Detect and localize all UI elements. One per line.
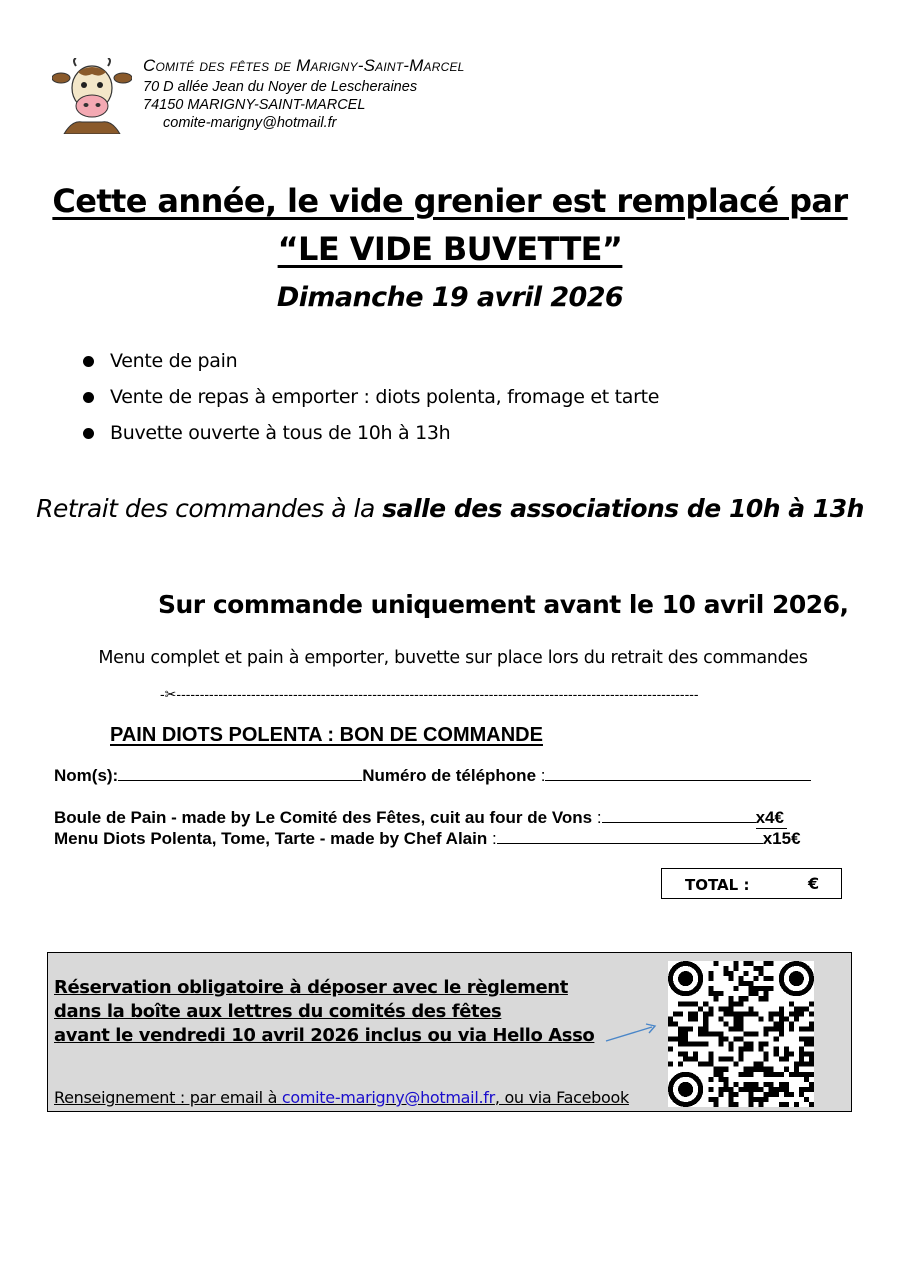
scissors-icon: ✂ bbox=[164, 686, 177, 702]
list-item: Buvette ouverte à tous de 10h à 13h bbox=[80, 418, 659, 454]
contact-row: Nom(s): Numéro de téléphone : bbox=[54, 766, 811, 786]
bread-quantity-field[interactable] bbox=[602, 808, 756, 823]
order-deadline: Sur commande uniquement avant le 10 avril 2026, bbox=[158, 590, 849, 619]
event-date: Dimanche 19 avril 2026 bbox=[276, 282, 624, 313]
bread-price: x4€ bbox=[756, 808, 787, 829]
menu-price: x15€ bbox=[762, 829, 801, 848]
item-row-menu: Menu Diots Polenta, Tome, Tarte - made by Chef Alain : x15€ bbox=[54, 829, 801, 848]
name-field[interactable] bbox=[118, 766, 362, 781]
org-name: Comité des fêtes de Marigny-Saint-Marcel bbox=[143, 56, 465, 75]
cut-line: -✂---------------------------------------------------------------------------------------------------------------- bbox=[160, 686, 699, 702]
bullet-icon bbox=[83, 392, 94, 403]
reservation-line2: dans la boîte aux lettres du comités des fêtes bbox=[54, 1001, 502, 1022]
menu-label: Menu Diots Polenta, Tome, Tarte - made by Chef Alain bbox=[54, 829, 492, 848]
name-label: Nom(s): bbox=[54, 766, 119, 785]
reservation-line3: avant le vendredi 10 avril 2026 inclus ou via Hello Asso bbox=[54, 1025, 595, 1046]
title-line1: Cette année, le vide grenier est remplacé par bbox=[52, 182, 848, 220]
total-box[interactable] bbox=[661, 868, 842, 899]
bread-label: Boule de Pain - made by Le Comité des Fêtes, cuit au four de Vons bbox=[54, 808, 597, 827]
cow-head-icon bbox=[52, 58, 132, 134]
reservation-box bbox=[47, 952, 852, 1112]
org-address-line1: 70 D allée Jean du Noyer de Lescheraines bbox=[143, 79, 418, 95]
email-link[interactable]: comite-marigny@hotmail.fr bbox=[281, 1088, 495, 1107]
list-item: Vente de repas à emporter : diots polenta, fromage et tarte bbox=[80, 382, 659, 418]
bullet-icon bbox=[83, 356, 94, 367]
reservation-line1: Réservation obligatoire à déposer avec le règlement bbox=[54, 977, 568, 998]
item-row-bread: Boule de Pain - made by Le Comité des Fêtes, cuit au four de Vons : x4€ bbox=[54, 808, 787, 829]
arrow-right-icon bbox=[604, 1021, 660, 1045]
offer-list bbox=[80, 346, 659, 454]
phone-label: Numéro de téléphone bbox=[362, 766, 541, 785]
menu-quantity-field[interactable] bbox=[497, 829, 763, 844]
title-line2: “LE VIDE BUVETTE” bbox=[277, 230, 623, 268]
info-line: Renseignement : par email à comite-marigny@hotmail.fr, ou via Facebook bbox=[54, 1088, 629, 1107]
total-label: TOTAL : bbox=[685, 876, 750, 894]
phone-field[interactable] bbox=[545, 766, 811, 781]
org-email: comite-marigny@hotmail.fr bbox=[163, 115, 337, 131]
bullet-icon bbox=[83, 428, 94, 439]
total-currency: € bbox=[808, 874, 820, 893]
form-title: PAIN DIOTS POLENTA : BON DE COMMANDE bbox=[110, 724, 543, 746]
pickup-info: Retrait des commandes à la salle des associations de 10h à 13h bbox=[36, 494, 864, 523]
list-item: Vente de pain bbox=[80, 346, 659, 382]
org-address-line2: 74150 MARIGNY-SAINT-MARCEL bbox=[143, 97, 366, 113]
qr-code-icon[interactable] bbox=[668, 961, 814, 1107]
menu-note: Menu complet et pain à emporter, buvette sur place lors du retrait des commandes bbox=[98, 648, 808, 668]
